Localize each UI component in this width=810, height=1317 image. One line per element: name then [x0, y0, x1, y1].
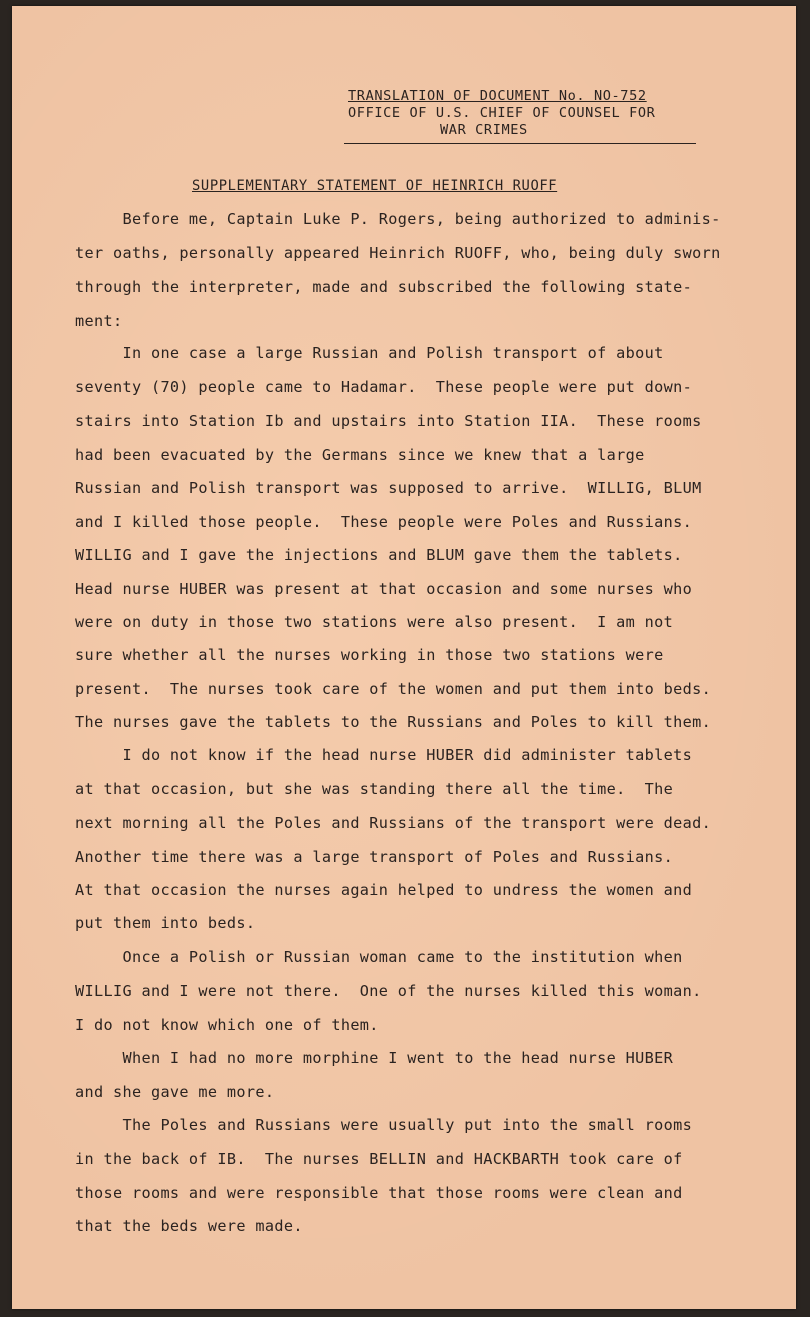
body-line: Russian and Polish transport was supposed to arrive. WILLIG, BLUM — [75, 479, 702, 497]
body-line: seventy (70) people came to Hadamar. These people were put down- — [75, 378, 693, 396]
header-rule — [344, 143, 696, 144]
body-line: stairs into Station Ib and upstairs into Station IIA. These rooms — [75, 412, 702, 430]
body-line: At that occasion the nurses again helped to undress the women and — [75, 881, 693, 899]
body-line: I do not know which one of them. — [75, 1016, 379, 1034]
body-line: sure whether all the nurses working in those two stations were — [75, 646, 664, 664]
body-line: When I had no more morphine I went to the head nurse HUBER — [75, 1049, 674, 1067]
body-line: WILLIG and I gave the injections and BLUM gave them the tablets. — [75, 546, 683, 564]
body-line: The nurses gave the tablets to the Russians and Poles to kill them. — [75, 713, 712, 731]
body-line: In one case a large Russian and Polish transport of about — [75, 344, 664, 362]
body-line: The Poles and Russians were usually put into the small rooms — [75, 1116, 693, 1134]
body-line: Once a Polish or Russian woman came to the institution when — [75, 948, 683, 966]
body-line: WILLIG and I were not there. One of the nurses killed this woman. — [75, 982, 702, 1000]
body-line: Before me, Captain Luke P. Rogers, being authorized to adminis- — [75, 210, 721, 228]
body-line: and I killed those people. These people were Poles and Russians. — [75, 513, 693, 531]
body-line: those rooms and were responsible that those rooms were clean and — [75, 1184, 683, 1202]
body-line: through the interpreter, made and subscribed the following state- — [75, 278, 693, 296]
body-line: had been evacuated by the Germans since we knew that a large — [75, 446, 645, 464]
header-line-1: TRANSLATION OF DOCUMENT No. NO-752 — [348, 88, 647, 104]
body-line: ter oaths, personally appeared Heinrich RUOFF, who, being duly sworn — [75, 244, 721, 262]
body-line: ment: — [75, 312, 123, 330]
document-header — [348, 88, 696, 144]
body-line: in the back of IB. The nurses BELLIN and HACKBARTH took care of — [75, 1150, 683, 1168]
header-line-3: WAR CRIMES — [440, 122, 528, 138]
header-line-2: OFFICE OF U.S. CHIEF OF COUNSEL FOR — [348, 105, 656, 121]
body-line: that the beds were made. — [75, 1217, 303, 1235]
body-line: at that occasion, but she was standing there all the time. The — [75, 780, 674, 798]
body-line: were on duty in those two stations were also present. I am not — [75, 613, 674, 631]
body-line: I do not know if the head nurse HUBER did administer tablets — [75, 746, 693, 764]
body-line: put them into beds. — [75, 914, 256, 932]
body-line: Another time there was a large transport of Poles and Russians. — [75, 848, 674, 866]
body-line: next morning all the Poles and Russians of the transport were dead. — [75, 814, 712, 832]
statement-title: SUPPLEMENTARY STATEMENT OF HEINRICH RUOFF — [192, 178, 558, 194]
body-line: present. The nurses took care of the women and put them into beds. — [75, 680, 712, 698]
body-line: and she gave me more. — [75, 1083, 275, 1101]
body-line: Head nurse HUBER was present at that occasion and some nurses who — [75, 580, 693, 598]
